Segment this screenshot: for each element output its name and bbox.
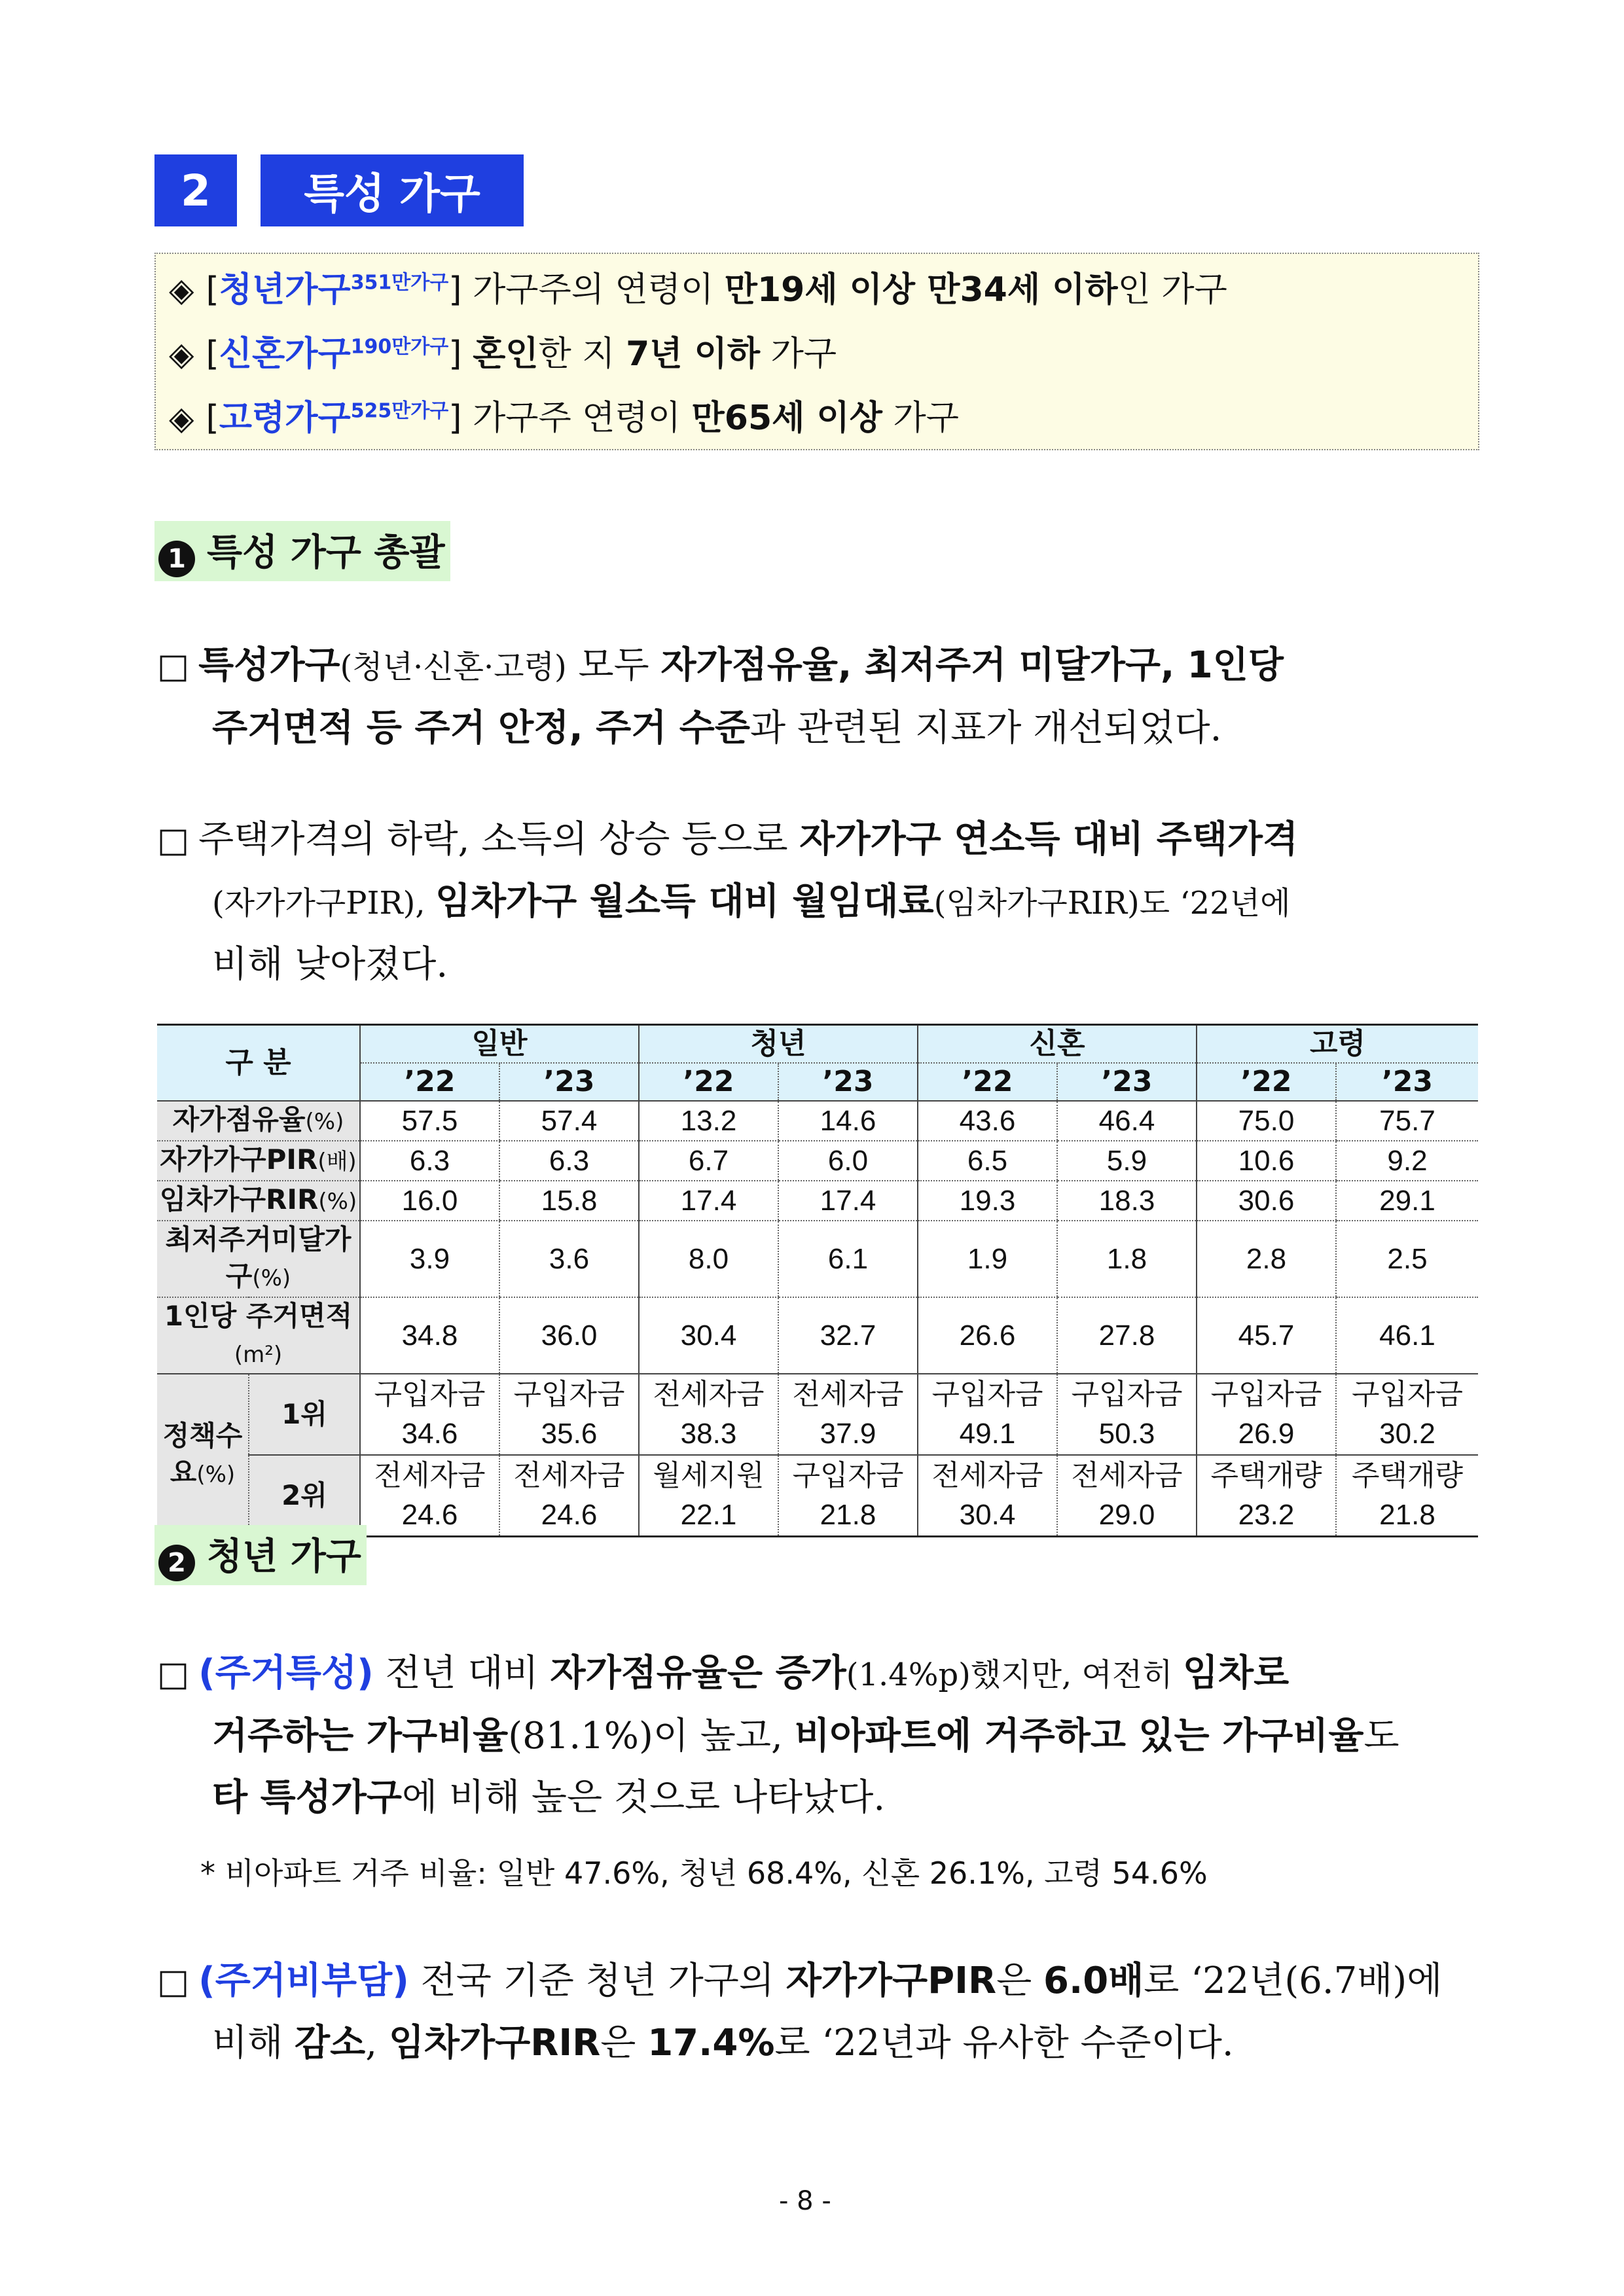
policy-cell	[360, 1374, 499, 1455]
table-cell: 26.6	[918, 1297, 1057, 1374]
para-text: 임차로	[1182, 1652, 1290, 1695]
table-cell: 3.9	[360, 1221, 499, 1297]
row-label-unit: (%)	[252, 1265, 291, 1291]
checkbox-bullet-icon: □	[157, 647, 190, 686]
policy-value: 21.8	[1379, 1499, 1435, 1531]
table-cell: 6.1	[778, 1221, 918, 1297]
table-cell: 14.6	[778, 1101, 918, 1141]
table-cell: 36.0	[499, 1297, 639, 1374]
footnote: * 비아파트 거주 비율: 일반 47.6%, 청년 68.4%, 신혼 26.1%, 고령 54.6%	[200, 1856, 1208, 1891]
row-label	[157, 1221, 360, 1297]
definition-name: 고령가구	[219, 399, 351, 438]
table-cell: 8.0	[639, 1221, 778, 1297]
policy-item: 전세자금	[374, 1460, 486, 1492]
para-text: (81.1%)이 높고,	[508, 1715, 795, 1757]
policy-item: 전세자금	[653, 1378, 765, 1410]
table-group-header: 신혼	[918, 1025, 1197, 1064]
table-cell: 45.7	[1197, 1297, 1336, 1374]
para-text: 은	[600, 2022, 648, 2064]
row-label-unit: (배)	[317, 1149, 357, 1175]
table-cell: 17.4	[778, 1181, 918, 1221]
bracket-close: ]	[448, 270, 462, 310]
table-row	[157, 1374, 1478, 1455]
policy-value: 30.2	[1379, 1418, 1435, 1450]
para-text: 거주하는 가구비율	[212, 1715, 509, 1757]
table-row	[157, 1141, 1478, 1181]
para-text: 임차가구 월소득 대비 월임대료	[435, 880, 934, 923]
policy-cell	[918, 1374, 1057, 1455]
para-tag: (주거비부담)	[198, 1960, 409, 2002]
para-text: 자가점유율은 증가	[550, 1652, 846, 1695]
table-row	[157, 1221, 1478, 1297]
numbered-bullet-icon: 2	[158, 1545, 195, 1581]
table-cell: 57.4	[499, 1101, 639, 1141]
table-year-header: ’23	[1057, 1063, 1197, 1101]
policy-item: 전세자금	[1071, 1460, 1183, 1492]
definition-emphasis: 혼인	[473, 334, 539, 374]
policy-item: 구입자금	[374, 1378, 486, 1410]
policy-value: 24.6	[401, 1499, 458, 1531]
row-label-text: 1인당 주거면적	[164, 1300, 353, 1332]
table-year-header: ’22	[360, 1063, 499, 1101]
para-text: (자가가구PIR),	[212, 885, 435, 922]
policy-cell	[778, 1374, 918, 1455]
table-year-header: ’22	[918, 1063, 1057, 1101]
table-group-header: 청년	[639, 1025, 918, 1064]
diamond-icon: ◈	[169, 399, 194, 437]
table-cell: 6.5	[918, 1141, 1057, 1181]
table-cell: 6.3	[499, 1141, 639, 1181]
table-row	[157, 1297, 1478, 1374]
policy-value: 21.8	[820, 1499, 876, 1531]
para-text: 타 특성가구	[212, 1776, 402, 1819]
policy-cell	[1197, 1374, 1336, 1455]
table-cell: 10.6	[1197, 1141, 1336, 1181]
policy-value: 26.9	[1238, 1418, 1295, 1450]
page-number: - 8 -	[779, 2186, 831, 2216]
table-year-header: ’22	[639, 1063, 778, 1101]
table-cell: 43.6	[918, 1101, 1057, 1141]
policy-cell	[639, 1455, 778, 1537]
table-cell: 29.1	[1336, 1181, 1478, 1221]
policy-cell	[639, 1374, 778, 1455]
table-cell: 17.4	[639, 1181, 778, 1221]
definition-emphasis: 7년 이하	[626, 334, 761, 374]
definition-count: 351만가구	[350, 271, 449, 295]
policy-value: 22.1	[680, 1499, 737, 1531]
definition-newlywed	[169, 326, 837, 375]
definition-youth	[169, 262, 1227, 311]
table-cell: 27.8	[1057, 1297, 1197, 1374]
subheading-overview	[154, 521, 450, 581]
policy-item: 구입자금	[513, 1378, 625, 1410]
para-text: (청년·신혼·고령)	[340, 649, 567, 685]
definition-text: 가구주 연령이	[461, 399, 692, 438]
table-cell: 30.6	[1197, 1181, 1336, 1221]
bracket-close: ]	[448, 334, 462, 374]
definition-text: 가구	[760, 334, 837, 374]
policy-value: 23.2	[1238, 1499, 1295, 1531]
para-text: 과 관련된 지표가 개선되었다.	[750, 707, 1222, 749]
definition-text: 가구	[882, 399, 959, 438]
table-row	[157, 1455, 1478, 1537]
policy-item: 구입자금	[792, 1460, 904, 1492]
policy-label	[157, 1374, 249, 1537]
para-text: 6.0배	[1043, 1960, 1144, 2002]
table-cell: 15.8	[499, 1181, 639, 1221]
table-row	[157, 1181, 1478, 1221]
policy-cell	[1057, 1374, 1197, 1455]
para-text: 비해	[212, 2022, 295, 2064]
para-text: 자가가구PIR	[785, 1960, 997, 2002]
para-text: 임차가구RIR	[388, 2022, 601, 2064]
table-cell: 6.0	[778, 1141, 918, 1181]
row-label-unit: (%)	[318, 1189, 357, 1215]
table-group-header: 고령	[1197, 1025, 1478, 1064]
table-header-label: 구 분	[157, 1025, 360, 1102]
table-year-header: ’23	[778, 1063, 918, 1101]
para-text: 비해 낮아졌다.	[212, 943, 448, 986]
definition-text	[462, 334, 473, 374]
para-text: 17.4%	[647, 2022, 775, 2064]
row-label-text: 최저주거미달가구	[165, 1223, 352, 1292]
para-text: 로 ‘22년(6.7배)에	[1144, 1960, 1443, 2002]
policy-value: 24.6	[541, 1499, 598, 1531]
paragraph-housing-cost	[157, 1950, 1442, 2074]
para-text: 은	[996, 1960, 1043, 2002]
policy-cell	[1057, 1455, 1197, 1537]
policy-rank: 1위	[249, 1374, 360, 1455]
para-tag: (주거특성)	[198, 1652, 374, 1695]
para-text: 전년 대비	[373, 1652, 550, 1695]
para-text: 도	[1363, 1715, 1399, 1757]
policy-item: 구입자금	[931, 1378, 1043, 1410]
table-cell: 16.0	[360, 1181, 499, 1221]
para-text: 로 ‘22년과 유사한 수준이다.	[774, 2022, 1234, 2064]
table-cell: 2.8	[1197, 1221, 1336, 1297]
subheading-text: 특성 가구 총괄	[207, 531, 445, 574]
bracket-open: [	[206, 270, 219, 310]
policy-cell	[1336, 1374, 1478, 1455]
table-cell: 46.1	[1336, 1297, 1478, 1374]
table-cell: 6.7	[639, 1141, 778, 1181]
table-cell: 5.9	[1057, 1141, 1197, 1181]
para-text: 에 비해 높은 것으로 나타났다.	[401, 1776, 886, 1819]
table-cell: 30.4	[639, 1297, 778, 1374]
bracket-open: [	[206, 399, 219, 438]
para-text: 자가가구 연소득 대비 주택가격	[799, 818, 1299, 861]
definition-emphasis: 만65세 이상	[691, 399, 882, 438]
table-cell: 75.0	[1197, 1101, 1336, 1141]
policy-value: 29.0	[1098, 1499, 1155, 1531]
definition-elderly	[169, 390, 959, 439]
policy-cell	[1336, 1455, 1478, 1537]
checkbox-bullet-icon: □	[157, 1962, 190, 2001]
para-text: 비아파트에 거주하고 있는 가구비율	[794, 1715, 1364, 1757]
subheading-text: 청년 가구	[207, 1535, 361, 1578]
policy-item: 구입자금	[1351, 1378, 1463, 1410]
table-cell: 1.9	[918, 1221, 1057, 1297]
table-cell: 19.3	[918, 1181, 1057, 1221]
table-cell: 34.8	[360, 1297, 499, 1374]
table-cell: 9.2	[1336, 1141, 1478, 1181]
policy-cell	[918, 1455, 1057, 1537]
row-label	[157, 1101, 360, 1141]
para-text: ,	[365, 2022, 389, 2064]
policy-value: 49.1	[959, 1418, 1016, 1450]
table-row	[157, 1101, 1478, 1141]
row-label	[157, 1297, 360, 1374]
diamond-icon: ◈	[169, 335, 194, 373]
definition-box	[154, 253, 1479, 450]
table-group-header: 일반	[360, 1025, 639, 1064]
para-text: 전국 기준 청년 가구의	[408, 1960, 786, 2002]
policy-item: 구입자금	[1210, 1378, 1322, 1410]
definition-emphasis: 만19세 이상 만34세 이하	[724, 270, 1118, 310]
housing-indicator-table	[157, 1024, 1478, 1537]
policy-item: 주택개량	[1351, 1460, 1463, 1492]
policy-item: 전세자금	[931, 1460, 1043, 1492]
paragraph-overview	[157, 635, 1284, 759]
table-cell: 3.6	[499, 1221, 639, 1297]
policy-cell	[1197, 1455, 1336, 1537]
section-title: 특성 가구	[261, 154, 524, 226]
para-text: 주택가격의 하락, 소득의 상승 등으로	[198, 818, 800, 861]
definition-text: 가구주의 연령이	[461, 270, 725, 310]
definition-count: 525만가구	[350, 399, 449, 423]
policy-item: 전세자금	[513, 1460, 625, 1492]
policy-cell	[360, 1455, 499, 1537]
table-cell: 75.7	[1336, 1101, 1478, 1141]
table-cell: 32.7	[778, 1297, 918, 1374]
policy-cell	[499, 1455, 639, 1537]
table-cell: 46.4	[1057, 1101, 1197, 1141]
table-cell: 6.3	[360, 1141, 499, 1181]
para-text: 특성가구	[198, 644, 340, 687]
para-text: (1.4%p)했지만, 여전히	[846, 1657, 1183, 1693]
para-text: 주거면적 등 주거 안정, 주거 수준	[212, 707, 751, 749]
policy-cell	[499, 1374, 639, 1455]
checkbox-bullet-icon: □	[157, 821, 190, 860]
table-year-header: ’23	[499, 1063, 639, 1101]
bracket-close: ]	[448, 399, 462, 438]
para-text: 자가점유율, 최저주거 미달가구, 1인당	[660, 644, 1284, 687]
paragraph-pir	[157, 809, 1298, 996]
definition-text: 한 지	[538, 334, 626, 374]
row-label	[157, 1181, 360, 1221]
policy-value: 30.4	[959, 1499, 1016, 1531]
paragraph-housing-characteristics	[157, 1643, 1399, 1829]
bracket-open: [	[206, 334, 219, 374]
checkbox-bullet-icon: □	[157, 1655, 190, 1694]
policy-label-unit: (%)	[196, 1461, 236, 1488]
policy-rank: 2위	[249, 1455, 360, 1537]
row-label-unit: (m²)	[234, 1342, 283, 1368]
policy-item: 주택개량	[1210, 1460, 1322, 1492]
row-label-text: 자가가구PIR	[160, 1143, 318, 1175]
row-label	[157, 1141, 360, 1181]
policy-item: 월세지원	[653, 1460, 765, 1492]
policy-item: 구입자금	[1071, 1378, 1183, 1410]
table-year-header: ’22	[1197, 1063, 1336, 1101]
section-number: 2	[154, 154, 237, 226]
table-cell: 18.3	[1057, 1181, 1197, 1221]
para-text: 감소	[295, 2022, 366, 2064]
policy-value: 34.6	[401, 1418, 458, 1450]
row-label-unit: (%)	[305, 1109, 344, 1135]
policy-label-text: 정책수요	[162, 1419, 243, 1488]
table-cell: 1.8	[1057, 1221, 1197, 1297]
definition-name: 청년가구	[219, 270, 351, 310]
table-cell: 13.2	[639, 1101, 778, 1141]
definition-count: 190만가구	[350, 335, 449, 359]
policy-value: 35.6	[541, 1418, 598, 1450]
definition-name: 신혼가구	[219, 334, 351, 374]
diamond-icon: ◈	[169, 271, 194, 309]
policy-value: 38.3	[680, 1418, 737, 1450]
subheading-youth	[154, 1525, 367, 1585]
table-year-header: ’23	[1336, 1063, 1478, 1101]
row-label-text: 자가점유율	[172, 1103, 306, 1136]
row-label-text: 임차가구RIR	[159, 1183, 319, 1215]
definition-text: 인 가구	[1117, 270, 1227, 310]
policy-cell	[778, 1455, 918, 1537]
para-text: (임차가구RIR)도 ‘22년에	[933, 885, 1291, 922]
para-text: 모두	[566, 644, 661, 687]
table-cell: 57.5	[360, 1101, 499, 1141]
table-cell: 2.5	[1336, 1221, 1478, 1297]
policy-item: 전세자금	[792, 1378, 904, 1410]
numbered-bullet-icon: 1	[158, 541, 195, 577]
policy-value: 37.9	[820, 1418, 876, 1450]
policy-value: 50.3	[1098, 1418, 1155, 1450]
